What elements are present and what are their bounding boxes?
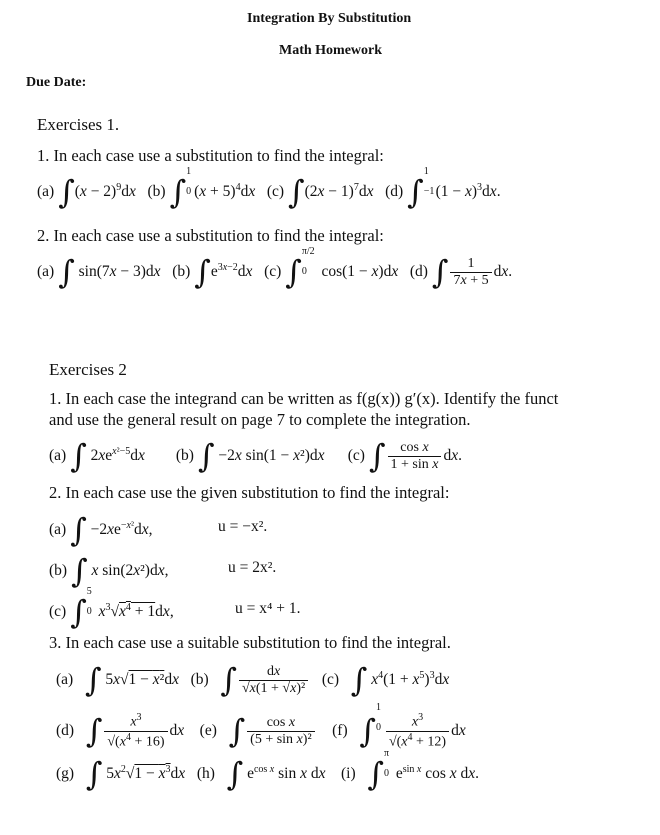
- ex2-q2-b-substitution: u = 2x².: [228, 559, 277, 576]
- ex2-q3-row1: (a) ∫ 5x√1 − x²dx (b) ∫ $\frac{dx}{\text{√x(1 + √x)²}}$ (c) ∫ $x^4(1 + x^5)^3dx$: [56, 661, 450, 700]
- ex1-q2-integrals: (a) ∫ sin(7x − 3)dx (b) $\int e^{3x-2}dx$ (c) ∫ π/2 0 cos(1 − x)dx (d) ∫ $\frac{1}{7x + 5}$ dx.: [37, 246, 513, 292]
- ex2-question-3-text: 3. In each case use a suitable substitution to find the integral.: [49, 633, 451, 652]
- ex1-q1-integrals: (a) $\int(x - 2)^9dx$ (b) ∫ 1 0 $(x + 5)^4dx$ (c) $\int(2x - 1)^7dx$ (d) ∫ 1 −1 $(1 - x)^3dx$.: [37, 166, 501, 211]
- ex2-q2-a-substitution: u = −x².: [218, 518, 268, 535]
- ex2-q1-integrals: (a) ∫ $2xe^{x^2-5}dx$ (b) ∫ −2x sin(1 − x²)dx (c) ∫ $\frac{\text{cos x}}{\text{1 + sin x}}$ dx.: [49, 437, 462, 476]
- ex2-q3-row3: (g) ∫ $5x^2√1 - x^3dx$ (h) ∫ $e^{cos x}$ sin x dx (i) ∫ π 0 $e^{sin x}$ cos x dx.: [56, 748, 480, 793]
- worksheet-subtitle: Math Homework: [279, 43, 383, 58]
- ex2-q2-b-integral: (b) ∫ x sin(2x²)dx,: [49, 552, 169, 590]
- ex2-q2-c-integral: (c) ∫ 5 0 $x^3√x^4 + 1dx$,: [49, 586, 174, 631]
- ex2-q2-c-substitution: u = x⁴ + 1.: [235, 600, 301, 617]
- due-date-label: Due Date:: [26, 75, 87, 90]
- exercises-1-heading: Exercises 1.: [37, 115, 120, 134]
- ex2-question-1-text-line2: and use the general result on page 7 to complete the integration.: [49, 410, 471, 429]
- worksheet-title: Integration By Substitution: [247, 11, 412, 26]
- exercises-2-heading: Exercises 2: [49, 360, 127, 379]
- ex2-q2-a-integral: (a) ∫ $-2xe^{-x^2}dx$,: [49, 511, 153, 549]
- ex2-question-1-text-line1: 1. In each case the integrand can be written as f(g(x)) g′(x). Identify the funct: [49, 389, 559, 408]
- ex2-q3-row2: (d) ∫ $\frac{x^3}{√(x^4 + 16)}$ dx (e) ∫ $\frac{\text{cos x}}{\text{(5 + sin x)²}}$ (f) ∫ 1 0 $\frac{x^3}{√(x^4 + 12)}$ dx: [56, 702, 466, 750]
- ex2-question-2-text: 2. In each case use the given substitution to find the integral:: [49, 483, 450, 502]
- ex1-question-2-text: 2. In each case use a substitution to find the integral:: [37, 226, 384, 245]
- ex1-question-1-text: 1. In each case use a substitution to find the integral:: [37, 146, 384, 165]
